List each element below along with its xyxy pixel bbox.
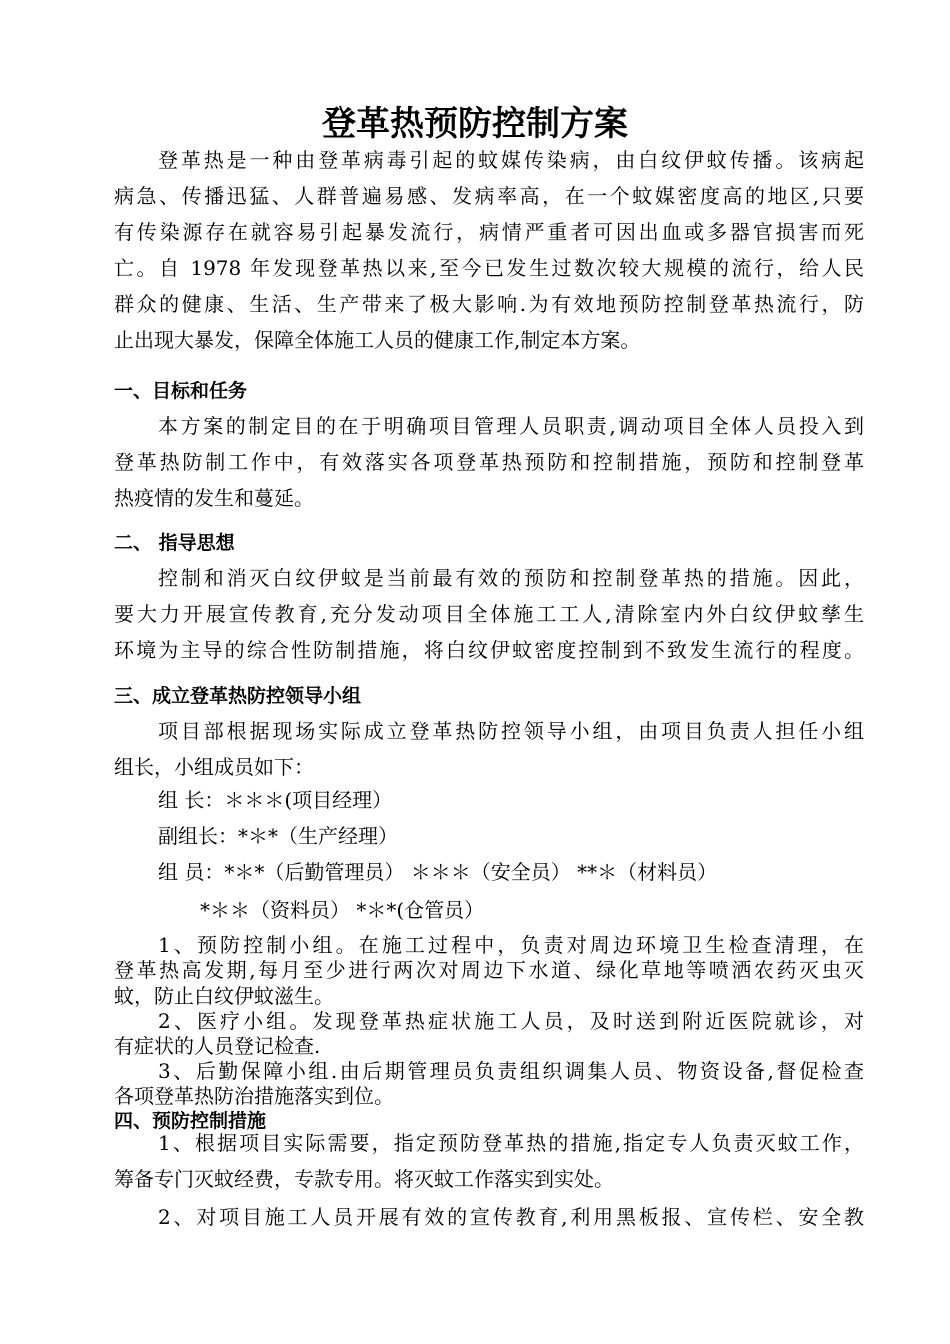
- duty-line: 有症状的人员登记检查.: [114, 1034, 321, 1058]
- member-line: 组 长：＊＊＊(项目经理）: [158, 788, 393, 812]
- section-heading-guidance: 二、 指导思想: [114, 532, 235, 554]
- duty-line: 2、医疗小组。发现登革热症状施工人员，及时送到附近医院就诊，对: [158, 1009, 864, 1033]
- intro-line: 群众的健康、生活、生产带来了极大影响.为有效地预防控制登革热流行，防: [114, 292, 864, 316]
- duty-line: 3、后勤保障小组.由后期管理员负责组织调集人员、物资设备,督促检查: [158, 1059, 864, 1083]
- section-heading-leadership-group: 三、成立登革热防控领导小组: [114, 685, 362, 707]
- paragraph-line: 1、根据项目实际需要，指定预防登革热的措施,指定专人负责灭蚊工作，: [158, 1131, 864, 1155]
- intro-line: 病急、传播迅猛、人群普遍易感、发病率高，在一个蚊媒密度高的地区,只要: [114, 184, 864, 208]
- duty-line: 1、预防控制小组。在施工过程中，负责对周边环境卫生检查清理，在: [158, 933, 864, 957]
- paragraph-line: 项目部根据现场实际成立登革热防控领导小组，由项目负责人担任小组: [158, 719, 864, 743]
- duty-line: 登革热高发期,每月至少进行两次对周边下水道、绿化草地等喷洒农药灭虫灭: [114, 958, 864, 982]
- paragraph-line: 热疫情的发生和蔓延。: [114, 486, 314, 510]
- duty-line: 各项登革热防治措施落实到位。: [114, 1084, 394, 1108]
- intro-line: 登革热是一种由登革病毒引起的蚊媒传染病，由白纹伊蚊传播。该病起: [158, 148, 864, 172]
- paragraph-line: 2、对项目施工人员开展有效的宣传教育,利用黑板报、宣传栏、安全教: [158, 1205, 864, 1229]
- paragraph-line: 本方案的制定目的在于明确项目管理人员职责,调动项目全体人员投入到: [158, 414, 864, 438]
- member-line: *＊＊（资料员） *＊*(仓管员）: [200, 898, 485, 922]
- paragraph-line: 要大力开展宣传教育,充分发动项目全体施工工人,清除室内外白纹伊蚊孳生: [114, 602, 864, 626]
- duty-line: 蚊，防止白纹伊蚊滋生。: [114, 984, 334, 1008]
- paragraph-line: 组长，小组成员如下：: [114, 755, 314, 779]
- paragraph-line: 控制和消灭白纹伊蚊是当前最有效的预防和控制登革热的措施。因此，: [158, 566, 864, 590]
- paragraph-line: 环境为主导的综合性防制措施，将白纹伊蚊密度控制到不致发生流行的程度。: [114, 638, 864, 662]
- document-title: 登革热预防控制方案: [322, 104, 628, 144]
- member-line: 组 员：*＊*（后勤管理员） ＊＊＊（安全员） **＊（材料员）: [158, 860, 718, 884]
- intro-line: 止出现大暴发，保障全体施工人员的健康工作,制定本方案。: [114, 328, 641, 352]
- section-heading-measures: 四、预防控制措施: [114, 1110, 267, 1132]
- paragraph-line: 筹备专门灭蚊经费，专款专用。将灭蚊工作落实到实处。: [114, 1167, 614, 1191]
- member-line: 副组长：*＊*（生产经理）: [158, 824, 398, 848]
- intro-line: 有传染源存在就容易引起暴发流行，病情严重者可因出血或多器官损害而死: [114, 220, 864, 244]
- section-heading-goals: 一、目标和任务: [114, 380, 248, 402]
- intro-line: 亡。自 1978 年发现登革热以来,至今已发生过数次较大规模的流行，给人民: [114, 256, 864, 280]
- paragraph-line: 登革热防制工作中，有效落实各项登革热预防和控制措施，预防和控制登革: [114, 450, 864, 474]
